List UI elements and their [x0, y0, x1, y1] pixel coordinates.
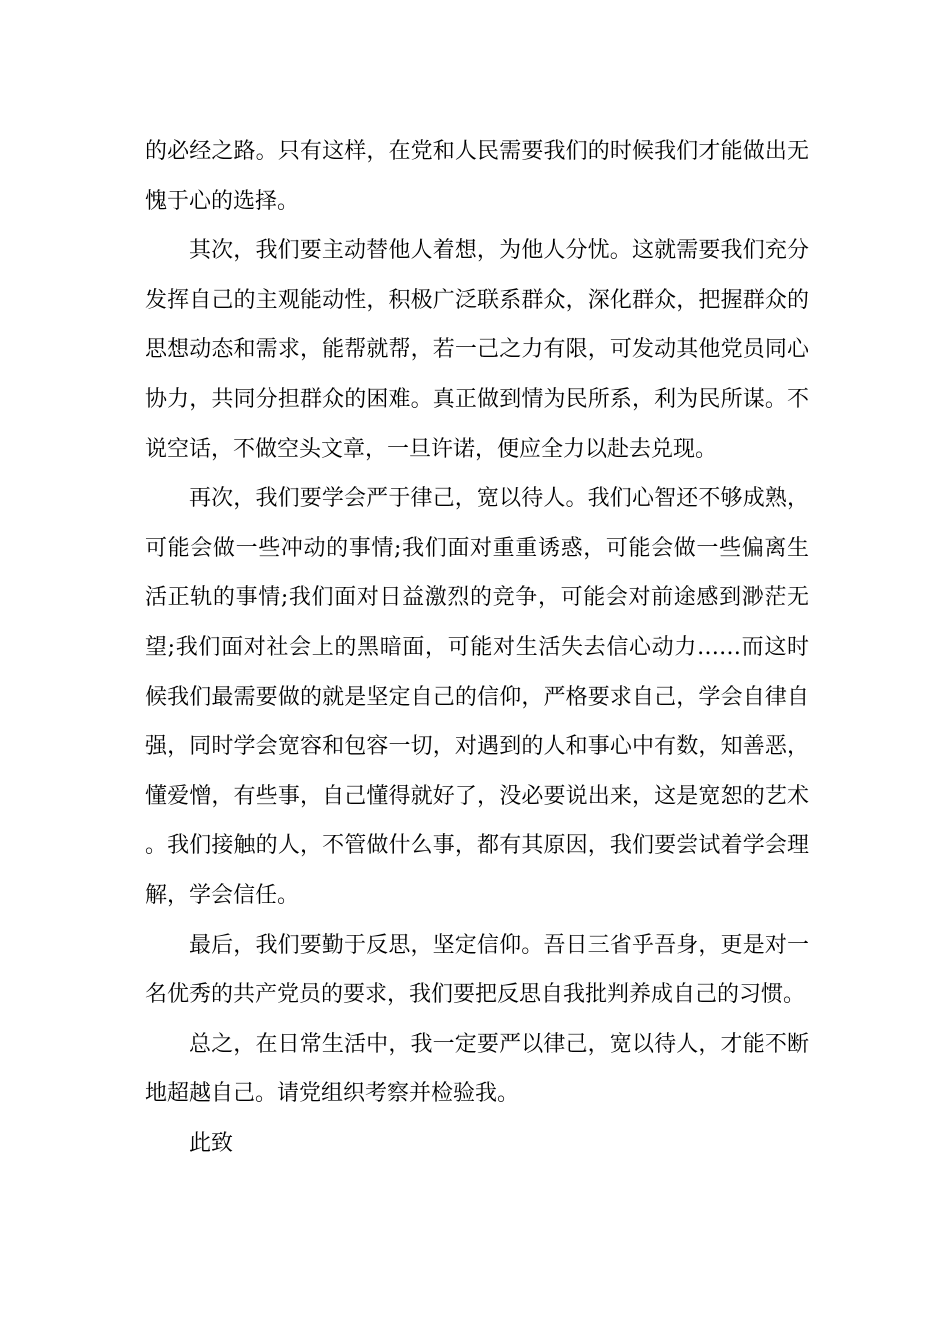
paragraph-secondly: 其次，我们要主动替他人着想，为他人分忧。这就需要我们充分发挥自己的主观能动性，积极广泛联系群众，深化群众，把握群众的思想动态和需求，能帮就帮，若一己之力有限，可发动其他党员同心协力，共同分担群众的困难。真正做到情为民所系，利为民所谋。不说空话，不做空头文章，一旦许诺，便应全力以赴去兑现。	[145, 238, 809, 462]
paragraph-conclusion: 总之，在日常生活中，我一定要严以律己，宽以待人，才能不断地超越自己。请党组织考察并检验我。	[145, 1031, 809, 1107]
paragraph-finally: 最后，我们要勤于反思，坚定信仰。吾日三省乎吾身，更是对一名优秀的共产党员的要求，我们要把反思自我批判养成自己的习惯。	[145, 932, 809, 1008]
document-page	[145, 127, 809, 1168]
paragraph-continuation: 的必经之路。只有这样，在党和人民需要我们的时候我们才能做出无愧于心的选择。	[145, 139, 809, 214]
paragraph-thirdly: 再次，我们要学会严于律己，宽以待人。我们心智还不够成熟，可能会做一些冲动的事情;我们面对重重诱惑，可能会做一些偏离生活正轨的事情;我们面对日益激烈的竞争，可能会对前途感到渺茫无望;我们面对社会上的黑暗面，可能对生活失去信心动力……而这时候我们最需要做的就是坚定自己的信仰，严格要求自己，学会自律自强，同时学会宽容和包容一切，对遇到的人和事心中有数，知善恶，懂爱憎，有些事，自己懂得就好了，没必要说出来，这是宽恕的艺术。我们接触的人，不管做什么事，都有其原因，我们要尝试着学会理解，学会信任。	[145, 486, 809, 908]
closing-salutation: 此致	[189, 1130, 234, 1156]
